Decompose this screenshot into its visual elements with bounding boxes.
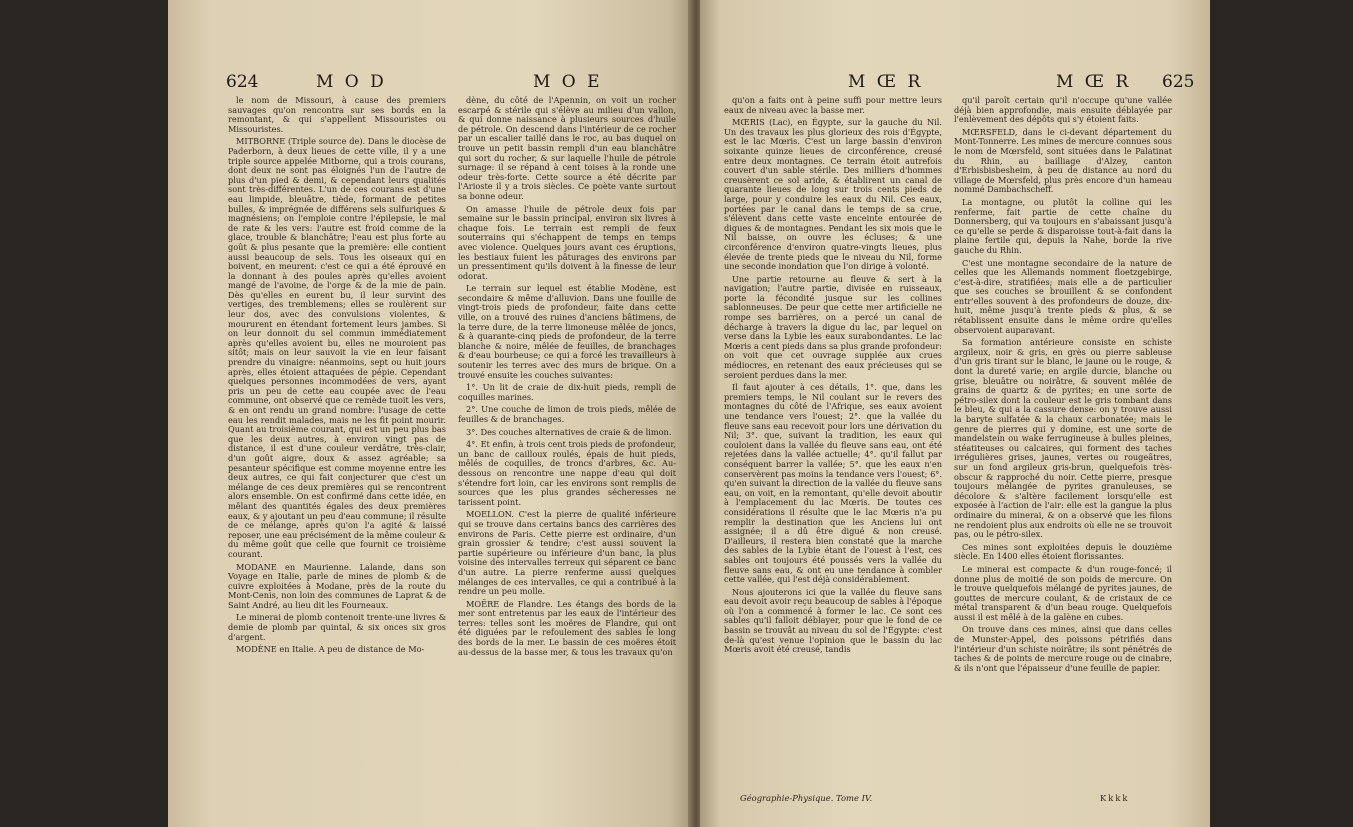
paragraph: On trouve dans ces mines, ainsi que dans celles de Munster-Appel, des poissons pétrifiés dans l'intérieur d'un schiste noirâtre; ils sont pénétrés de taches & de points de mercure rouge ou de cinabre, & ils n'ont que l'épaisseur d'une feuille de papier.	[954, 624, 1172, 673]
paragraph: Une partie retourne au fleuve & sert à la navigation; l'autre partie, divisée en ruisseaux, porte la fécondité jusque sur les collines sablonneuses. De peur que cette mer artificielle ne rompe ses barrières, on a percé un canal de décharge à travers la digue du lac, par lequel on verse dans la Lybie les eaux surabondantes. Le lac Mœris a cent pieds dans sa plus grande profondeur: on voit que cet ouvrage supplée aux crues médiocres, en retenant des eaux précieuses qui se seroient perdues dans la mer.	[724, 273, 942, 380]
right-column-2	[954, 96, 1172, 676]
page-number-right: 625	[1162, 72, 1195, 92]
paragraph: MODANE en Maurienne. Lalande, dans son Voyage en Italie, parle de mines de plomb & de cuivre exploitées à Modane, près de la route du Mont-Cenis, non loin des communes de Laprat & de Saint André, au lieu dit les Fourneaux.	[228, 561, 446, 610]
running-head-left-1: M O D	[316, 72, 387, 92]
paragraph: le nom de Missouri, à cause des premiers sauvages qu'on rencontra sur ses bords en la remontant, & qui s'appellent Missouristes ou Missouristes.	[228, 95, 446, 134]
left-column-1	[228, 96, 446, 658]
right-page	[700, 0, 1210, 827]
paragraph: 1°. Un lit de craie de dix-huit pieds, rempli de coquilles marines.	[458, 382, 676, 402]
paragraph: dène, du côté de l'Apennin, on voit un rocher escarpé & stérile qui s'élève au milieu d'un vallon, & qui donne naissance à plusieurs sources d'huile de pétrole. On descend dans l'intérieur de ce rocher par un escalier taillé dans le roc, au bas duquel on trouve un petit bassin rempli d'un eau blanchâtre qui sort du rocher, & sur laquelle l'huile de pétrole surnage: il se répand à cent toises à la ronde une odeur très-forte. Cette source a été décrite par l'Arioste il y a trois siècles. Ce poète vante surtout sa bonne odeur.	[458, 95, 676, 201]
paragraph: Nous ajouterons ici que la vallée du fleuve sans eau devoit avoir reçu beaucoup de sables à l'époque où l'on a commencé à former le lac. Ce sont ces sables qu'il falloit déblayer, pour que le fond de ce bassin se trouvât au niveau du sol de l'Égypte: c'est de-là qu'est venue l'opinion que le bassin du lac Mœris avoit été creusé, tandis	[724, 586, 942, 655]
running-head-left-2: M O E	[533, 72, 603, 92]
right-column-1	[724, 96, 942, 658]
paragraph: qu'on a faits ont à peine suffi pour mettre leurs eaux de niveau avec la basse mer.	[724, 95, 942, 115]
paragraph: MODÈNE en Italie. A peu de distance de Mo-	[236, 644, 425, 655]
paragraph: MŒRIS (Lac), en Égypte, sur la gauche du Nil. Un des travaux les plus glorieux des rois d'Égypte, est le lac Mœris. C'est un large bassin d'environ soixante quinze lieues de circonférence, creusé entre deux montagnes. Ce terrain étoit autrefois couvert d'un sable stérile. Des milliers d'hommes creusèrent ce sol aride, & établirent un canal de quarante lieues de long sur trois cents pieds de large, pour y conduire les eaux du Nil. Ces eaux, portées par le canal dans le temps de sa crue, s'élèvent dans cette vaste enceinte entourée de digues & de montagnes. Pendant les six mois que le Nil baisse, on ouvre les écluses; & une circonférence d'environ quatre-vingts lieues, plus élevée de trente pieds que le niveau du Nil, forme une seconde inondation que l'on dirige à volonté.	[724, 117, 942, 272]
paragraph: MŒRSFELD, dans le ci-devant département du Mont-Tonnerre. Les mines de mercure connues sous le nom de Mœrsfeld, sont situées dans le Palatinat du Rhin, au bailliage d'Alzey, canton d'Erbisbisbesheim, à peu de distance au nord du village de Mœrsfeld, plus près encore d'un hameau nommé Dambachscheff.	[954, 126, 1172, 195]
paragraph: Le minerai est compacte & d'un rouge-foncé; il donne plus de moitié de son poids de mercure. On le trouve quelquefois mélangé de pyrites jaunes, de gouttes de mercure coulant, & de cristaux de ce métal transparent & d'un beau rouge. Quelquefois aussi il est mêlé à de la galène en cubes.	[954, 563, 1172, 622]
footer-title: Géographie-Physique. Tome IV.	[740, 793, 873, 803]
paragraph: C'est une montagne secondaire de la nature de celles que les Allemands nomment floetzgebirge, c'est-à-dire, stratifiées; mais elle a de particulier que ses couches se brouillent & se confondent entr'elles souvent à des profondeurs de douze, dix-huit, même jusqu'à trente pieds & plus, & se rétablissent ensuite dans le même ordre qu'elles observoient auparavant.	[954, 257, 1172, 335]
paragraph: Le terrain sur lequel est établie Modène, est secondaire & même d'alluvion. Dans une fouille de vingt-trois pieds de profondeur, faite dans cette ville, on a trouvé des ruines d'anciens bâtimens, de la terre dure, de la terre limoneuse mêlée de joncs, & à quarante-cinq pieds de profondeur, de la terre blanche & noire, mêlée de feuilles, de branchages & d'eau bourbeuse; ce qui a forcé les travailleurs à soutenir les terres avec des murs de brique. On a trouvé ensuite les couches suivantes:	[458, 283, 676, 380]
paragraph: Le minerai de plomb contenoit trente-une livres & demie de plomb par quintal, & six onces six gros d'argent.	[228, 612, 446, 642]
paragraph: Ces mines sont exploitées depuis le douzième siècle. En 1400 elles étoient florissantes.	[954, 541, 1172, 562]
signature-mark: Kkkk	[1100, 793, 1130, 803]
left-page	[168, 0, 690, 827]
paragraph: qu'il paroît certain qu'il n'occupe qu'une vallée déjà bien approfondie, mais ensuite déblayée par l'enlèvement des dépôts qui s'y étoient faits.	[954, 95, 1172, 125]
running-head-right-2: M Œ R	[1056, 72, 1132, 92]
running-head-right-1: M Œ R	[848, 72, 924, 92]
paragraph: 3°. Des couches alternatives de craie & de limon.	[466, 426, 672, 437]
paragraph: 2°. Une couche de limon de trois pieds, mêlée de feuilles & de branchages.	[458, 404, 676, 424]
left-column-2	[458, 96, 676, 660]
paragraph: MOELLON. C'est la pierre de qualité inférieure qui se trouve dans certains bancs des carrières des environs de Paris. Cette pierre est ordinaire, d'un grain grossier & tendre; c'est aussi souvent la partie supérieure ou inférieure d'un banc, la plus voisine des intervalles terreux qui séparent ce banc d'un autre. La pierre renferme aussi quelques mélanges de ces intervalles, ce qui a contribué à la rendre un peu molle.	[458, 509, 676, 597]
paragraph: Il faut ajouter à ces détails, 1°. que, dans les premiers temps, le Nil coulant sur le revers des montagnes du côté de l'Afrique, ses eaux avoient une tendance vers l'ouest; 2°. que la vallée du fleuve sans eau recevoit pour lors une dérivation du Nil; 3°. que, suivant la tradition, les eaux qui couloient dans la vallée du fleuve sans eau, ont été rejetées dans la vallée actuelle; 4°. qu'il fallut par conséquent barrer la vallée; 5°. que les eaux n'en conservèrent pas moins la tendance vers l'ouest; 6°. qu'en suivant la direction de la vallée du fleuve sans eau, on voit, en la remontant, qu'elle devoit aboutir à l'emplacement du lac Mœris. De toutes ces considérations il résulte que le lac Mœris n'a pu remplir la destination que les Anciens lui ont assignée; il a dû être digué & non creusé. D'ailleurs, il restera bien constaté que la marche des sables de la Lybie étant de l'ouest à l'est, ces sables ont toujours été poussés vers la vallée du fleuve sans eau, & ont eu une tendance à combler cette vallée, qui l'est déjà considérablement.	[724, 382, 942, 585]
paragraph: 4°. Et enfin, à trois cent trois pieds de profondeur, un banc de cailloux roulés, épais de huit pieds, mêlés de coquilles, de troncs d'arbres, &c. Au-dessous on rencontre une nappe d'eau qui doit s'étendre fort loin, car les environs sont remplis de sources que les plus grandes sécheresses ne tarissent point.	[458, 439, 676, 507]
paragraph: MOËRE de Flandre. Les étangs des bords de la mer sont entretenus par les eaux de l'intérieur des terres: telles sont les moëres de Flandre, qui ont été diguées par le refoulement des sables le long des bords de la mer. Le bassin de ces moëres étoit au-dessus de la basse mer, & tous les travaux qu'on	[458, 598, 676, 657]
paragraph: MITBORNE (Triple source de). Dans le diocèse de Paderborn, à deux lieues de cette ville, il y a une triple source appelée Mitborne, qui a trois courans, dont deux ne sont pas éloignés l'un de l'autre de plus d'un pied & demi, & cependant leurs qualités sont très-différentes. L'un de ces courans est d'une eau limpide, bleuâtre, tiède, formant de petites bulles, & imprégnée de différens sels sulfuriques & magnésiens; on l'emploie contre l'épilepsie, le mal de rate & les vers: l'autre est froid comme de la glace, trouble & blanchâtre; l'eau est plus forte au goût & plus pesante que la première: elle contient aussi beaucoup de sels. Tous les oiseaux qui en boivent, en meurent: c'est ce qui a été éprouvé en la donnant à des poules après qu'elles avoient mangé de l'avoine, de l'orge & de la mie de pain. Dès qu'elles en eurent bu, il leur survint des vertiges, des tremblemens; elles se roulèrent sur leur dos, avec des convulsions violentes, & moururent en étendant fortement leurs jambes. Si on leur donnoit du sel commun immédiatement après qu'elles avoient bu, elles ne mouroient pas sitôt; mais on leur sauvoit la vie en leur faisant prendre du vinaigre: néanmoins, sept ou huit jours après, elles étoient attaquées de pépie. Cependant quelques personnes incommodées de vers, ayant pris un peu de cette eau coupée avec de l'eau commune, ont observé que ce remède tuoit les vers, & en ont rendu un grand nombre: l'usage de cette eau les rendit malades, mais ne les fit point mourir. Quant au troisième courant, qui est un peu plus bas que les deux autres, à environ vingt pas de distance, il est d'une couleur verdâtre, très-clair, d'un goût aigre, doux & assez agréable; sa pesanteur spécifique est comme moyenne entre les deux autres, ce qui fait conjecturer que c'est un mélange de ces deux premières qui se rencontrent alors ensemble. On est confirmé dans cette idée, en mêlant des quantités égales des deux premières eaux, & y ajoutant un peu d'eau commune; il résulte de ce mélange, après qu'on l'a agité & laissé reposer, une eau précisément de la même couleur & du même goût que celle que fournit ce troisième courant.	[228, 136, 446, 559]
paragraph: La montagne, ou plutôt la colline qui les renferme, fait partie de cette chaîne du Donnersberg, qui va toujours en s'abaissant jusqu'à ce qu'elle se perde & disparoisse tout-à-fait dans la plaine fertile qui, depuis la Nahe, borde la rive gauche du Rhin.	[954, 196, 1172, 255]
page-number-left: 624	[226, 72, 259, 92]
paragraph: On amasse l'huile de pétrole deux fois par semaine sur le bassin principal, environ six livres à chaque fois. Le terrain est rempli de feux souterrains qui s'échappent de temps en temps avec violence. Quelques jours avant ces éruptions, les bestiaux fuient les pâturages des environs par un pressentiment qu'ils doivent à la finesse de leur odorat.	[458, 203, 676, 281]
paragraph: Sa formation antérieure consiste en schiste argileux, noir & gris, en grès ou pierre sableuse d'un gris tirant sur le blanc, le jaune ou le rouge, & dont la dureté varie; en argile durcie, blanche ou grise, bleuâtre ou noirâtre, & souvent mêlée de grains de quartz & de pyrites; en une sorte de pétro-silex dont la couleur est le gris tombant dans le bleu, & qui a la cassure dense: on y trouve aussi la baryte sulfatée & la chaux carbonatée; mais le genre de pierres qui y domine, est une sorte de mandelstein ou wake ferrugineuse à bulles pleines, stéatiteuses ou calcaires, qui forment des taches irrégulières grises, jaunes, vertes ou rougeâtres, sur un fond argileux gris-brun, quelquefois très-obscur & rapproché du noir. Cette pierre, presque toujours mélangée de pyrites granuleuses, se décolore & s'altère facilement lorsqu'elle est exposée à l'action de l'air: elle est la gangue la plus ordinaire du minerai, & on a observé que les filons ne rendoient plus aux endroits où elle ne se trouvoit pas, ou le pétro-silex.	[954, 337, 1172, 540]
